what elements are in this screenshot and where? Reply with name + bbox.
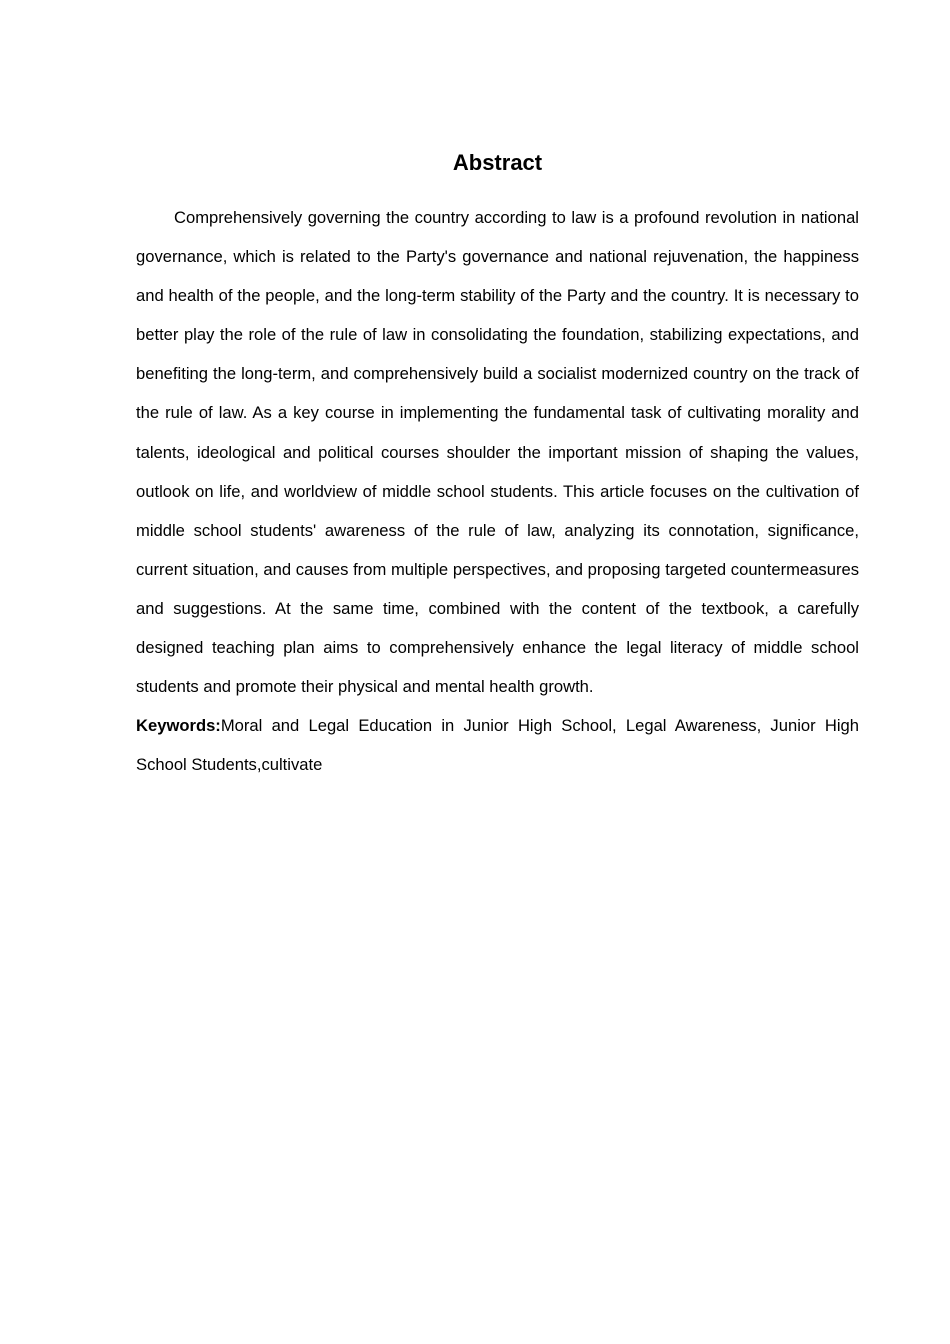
- abstract-body: Comprehensively governing the country according to law is a profound revolution in national governance, which is related to the Party's governance and national rejuvenation, the happiness and health of the people, and the long-term stability of the Party and the country. It is necessary to better play the role of the rule of law in consolidating the foundation, stabilizing expectations, and benefiting the long-term, and comprehensively build a socialist modernized country on the track of the rule of law. As a key course in implementing the fundamental task of cultivating morality and talents, ideological and political courses shoulder the important mission of shaping the values, outlook on life, and worldview of middle school students. This article focuses on the cultivation of middle school students' awareness of the rule of law, analyzing its connotation, significance, current situation, and causes from multiple perspectives, and proposing targeted countermeasures and suggestions. At the same time, combined with the content of the textbook, a carefully designed teaching plan aims to comprehensively enhance the legal literacy of middle school students and promote their physical and mental health growth.: [136, 208, 859, 697]
- keywords-text: Moral and Legal Education in Junior High School, Legal Awareness, Junior High School Students,cultivate: [136, 716, 859, 775]
- keywords-line: [136, 706, 859, 784]
- abstract-title: Abstract: [452, 150, 543, 175]
- abstract-section: [136, 146, 859, 784]
- keywords-label: Keywords:: [136, 716, 221, 736]
